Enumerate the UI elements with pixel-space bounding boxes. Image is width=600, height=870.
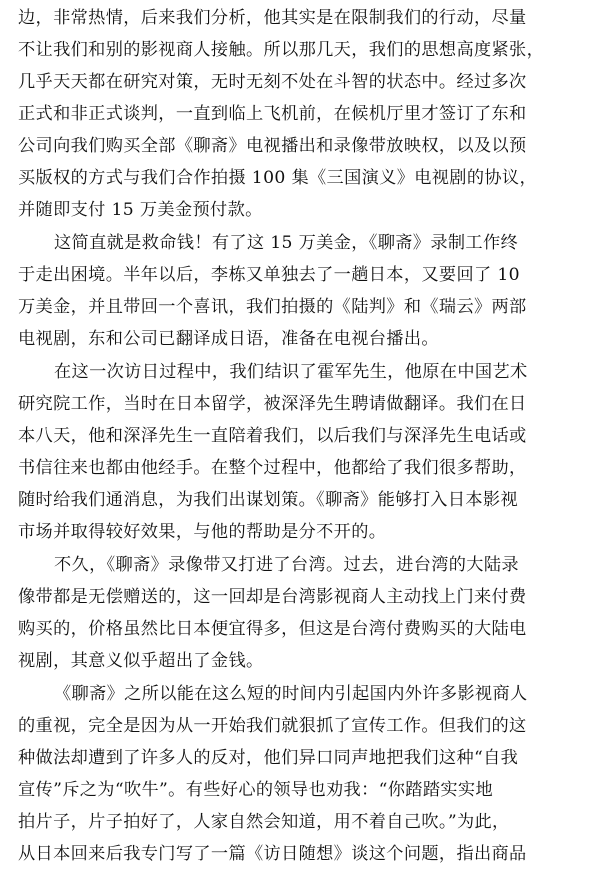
text-line: 视剧，其意义似乎超出了金钱。 — [18, 651, 264, 671]
text-line: 研究院工作，当时在日本留学，被深泽先生聘请做翻译。我们在日 — [18, 394, 527, 414]
text-line: 电视剧，东和公司已翻译成日语，准备在电视台播出。 — [18, 329, 439, 349]
text-line: 买版权的方式与我们合作拍摄 100 集《三国演义》电视剧的协议， — [18, 168, 537, 188]
text-line: 拍片子，片子拍好了，人家自然会知道，用不着自己吹。”为此， — [18, 812, 510, 832]
text-line: 于走出困境。半年以后，李栋又单独去了一趟日本，又要回了 10 — [18, 265, 520, 285]
text-line: 随时给我们通消息，为我们出谋划策。《聊斋》能够打入日本影视 — [18, 490, 518, 510]
text-line: 从日本回来后我专门写了一篇《访日随想》谈这个问题，指出商品 — [18, 844, 527, 864]
text-line: 万美金，并且带回一个喜讯，我们拍摄的《陆判》和《瑞云》两部 — [18, 297, 527, 317]
text-line: 像带都是无偿赠送的，这一回却是台湾影视商人主动找上门来付费 — [18, 587, 527, 607]
text-line: 的重视，完全是因为从一开始我们就狠抓了宣传工作。但我们的这 — [18, 716, 527, 736]
text-line: 市场并取得较好效果，与他的帮助是分不开的。 — [18, 522, 387, 542]
text-line: 本八天，他和深泽先生一直陪着我们，以后我们与深泽先生电话或 — [18, 426, 527, 446]
text-line: 不让我们和别的影视商人接触。所以那几天，我们的思想高度紧张， — [18, 40, 545, 60]
text-line: 书信往来也都由他经手。在整个过程中，他都给了我们很多帮助， — [18, 458, 527, 478]
text-line: 几乎天天都在研究对策，无时无刻不处在斗智的状态中。经过多次 — [18, 72, 527, 92]
text-line: 边，非常热情，后来我们分析，他其实是在限制我们的行动，尽量 — [18, 8, 527, 28]
text-line: 种做法却遭到了许多人的反对，他们异口同声地把我们这种“自我 — [18, 748, 519, 768]
text-line: 这简直就是救命钱！有了这 15 万美金，《聊斋》录制工作终 — [54, 233, 519, 253]
text-line: 宣传”斥之为“吹牛”。有些好心的领导也劝我：“你踏踏实实地 — [18, 780, 493, 800]
text-line: 不久，《聊斋》录像带又打进了台湾。过去，进台湾的大陆录 — [54, 555, 519, 575]
text-line: 并随即支付 15 万美金预付款。 — [18, 200, 263, 220]
book-page — [18, 0, 584, 864]
text-line: 购买的，价格虽然比日本便宜得多，但这是台湾付费购买的大陆电 — [18, 619, 527, 639]
text-line: 在这一次访日过程中，我们结识了霍军先生，他原在中国艺术 — [54, 362, 528, 382]
text-line: 公司向我们购买全部《聊斋》电视播出和录像带放映权，以及以预 — [18, 136, 527, 156]
text-line: 正式和非正式谈判，一直到临上飞机前，在候机厅里才签订了东和 — [18, 104, 527, 124]
text-line: 《聊斋》之所以能在这么短的时间内引起国内外许多影视商人 — [54, 684, 528, 704]
